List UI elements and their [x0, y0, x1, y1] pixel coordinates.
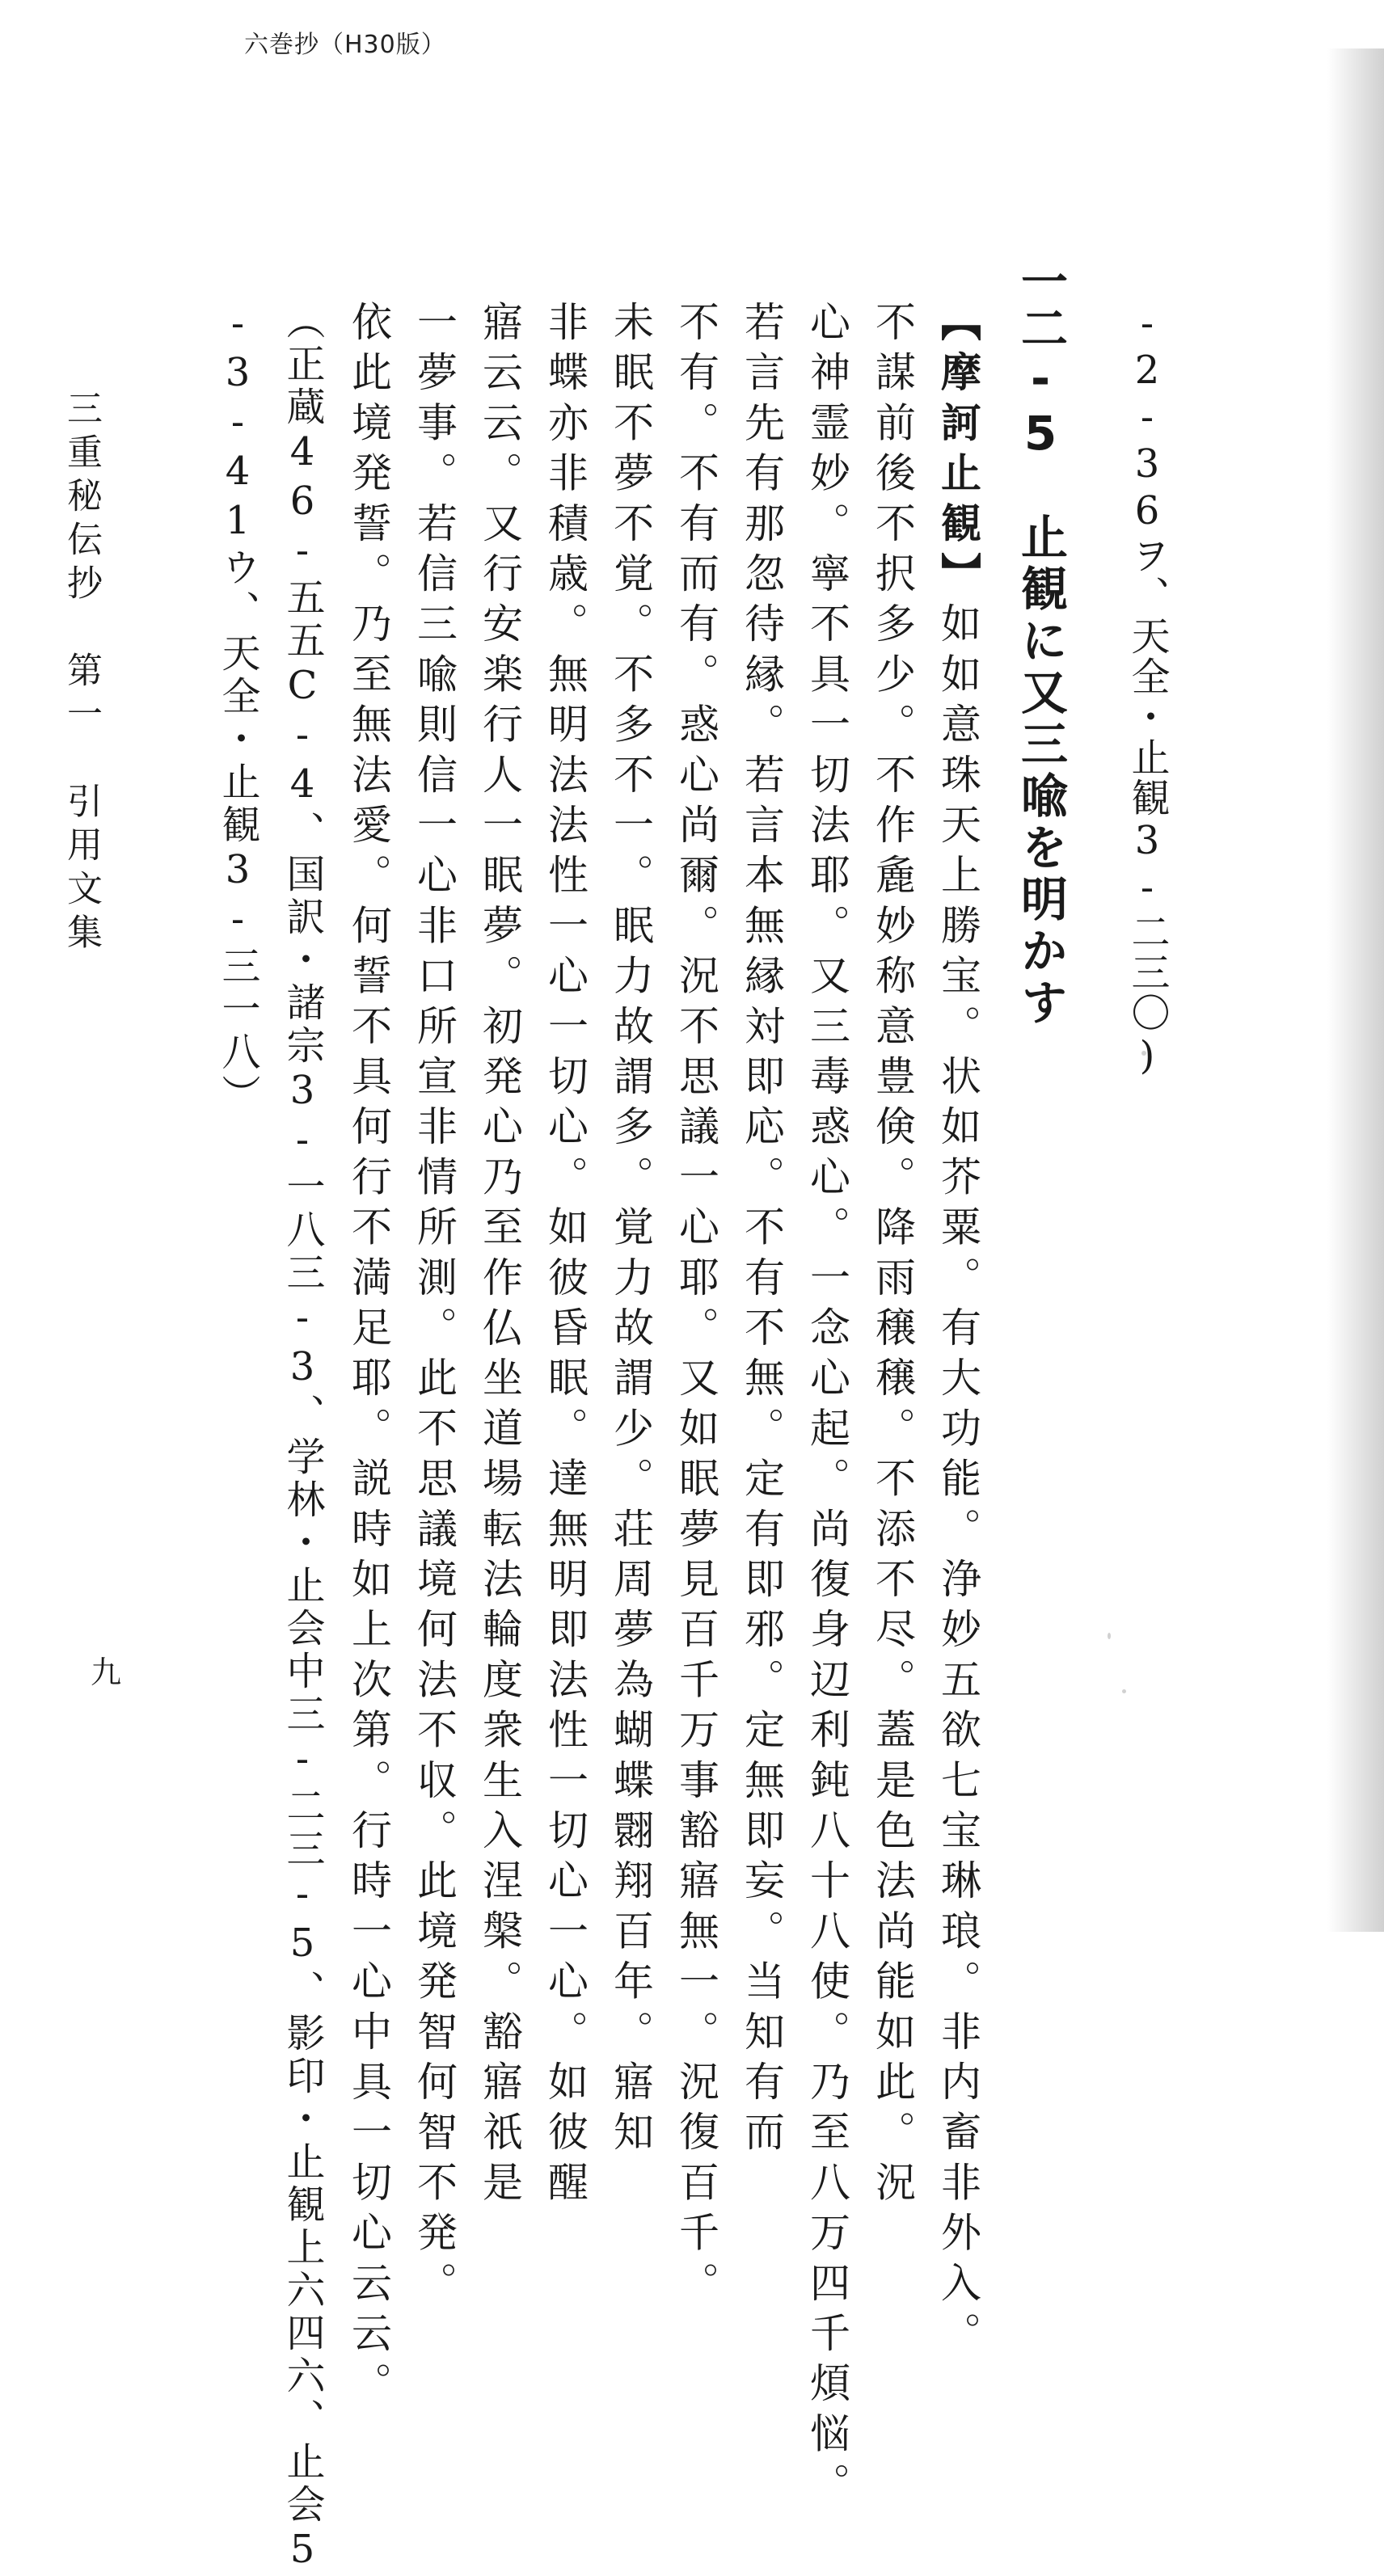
section-title: 止観に又三喩を明かす — [1013, 512, 1068, 1030]
section-number: 一二-5 — [1013, 257, 1068, 461]
reference-top: -2-36ヲ、天全・止観3-二三〇) — [1124, 301, 1170, 1080]
running-head: 六巻抄（H30版） — [244, 31, 446, 59]
scan-speck — [1141, 1051, 1146, 1056]
body-line-5: 不有。不有而有。惑心尚爾。況不思議一心耶。又如眠夢見百千万事豁寤無一。況復百千。 — [673, 301, 719, 2312]
body-line-7: 非蝶亦非積歳。無明法法性一心一切心。如彼昏眠。達無明即法性一切心一心。如彼醒 — [542, 301, 589, 2211]
section-heading — [1013, 257, 1068, 1030]
body-line-9: 一夢事。若信三喩則信一心非口所宣非情所測。此不思議境何法不収。此境発智何智不発。 — [411, 301, 458, 2312]
body-line-2: 不謀前後不択多少。不作麁妙称意豊倹。降雨穣穣。不添不尽。蓋是色法尚能如此。況 — [869, 301, 916, 2211]
body-line-10: 依此境発誓。乃至無法愛。何誓不具何行不満足耶。説時如上次第。行時一心中具一切心云云。 — [345, 301, 392, 2413]
scan-speck — [1122, 1689, 1126, 1693]
side-footer: 三重秘伝抄 第一 引用文集 — [61, 390, 102, 957]
body-line-8: 寤云云。又行安楽行人一眠夢。初発心乃至作仏坐道場転法輪度衆生入涅槃。豁寤祇是 — [476, 301, 523, 2211]
source-label: 【摩訶止観】 — [935, 301, 981, 603]
body-line-3: 心神霊妙。寧不具一切法耶。又三毒惑心。一念心起。尚復身辺利鈍八十八使。乃至八万四千煩悩。 — [804, 301, 850, 2513]
body-line-1 — [935, 301, 981, 2363]
scan-speck — [1108, 1633, 1111, 1639]
scan-edge-shadow — [1327, 48, 1384, 1932]
body-line-4: 若言先有那忽待縁。若言本無縁対即応。不有不無。定有即邪。定無即妄。当知有而 — [738, 301, 785, 2161]
citation-line-2: -3-41ウ、天全・止観3-三一八） — [215, 301, 260, 1117]
section-spacer — [1013, 461, 1068, 512]
citation-line-1: （正蔵46-五五C-4、国訳・諸宗3-一八三-3、学林・止会中三-二三-5、影印・止観上六四六、止会5 — [280, 301, 325, 2576]
page-number: 九 — [91, 1655, 122, 1690]
body-line-text: 如如意珠天上勝宝。状如芥粟。有大功能。浄妙五欲七宝琳琅。非内畜非外入。 — [935, 602, 981, 2363]
body-line-6: 未眠不夢不覚。不多不一。眠力故謂多。覚力故謂少。荘周夢為蝴蝶翾翔百年。寤知 — [607, 301, 654, 2161]
